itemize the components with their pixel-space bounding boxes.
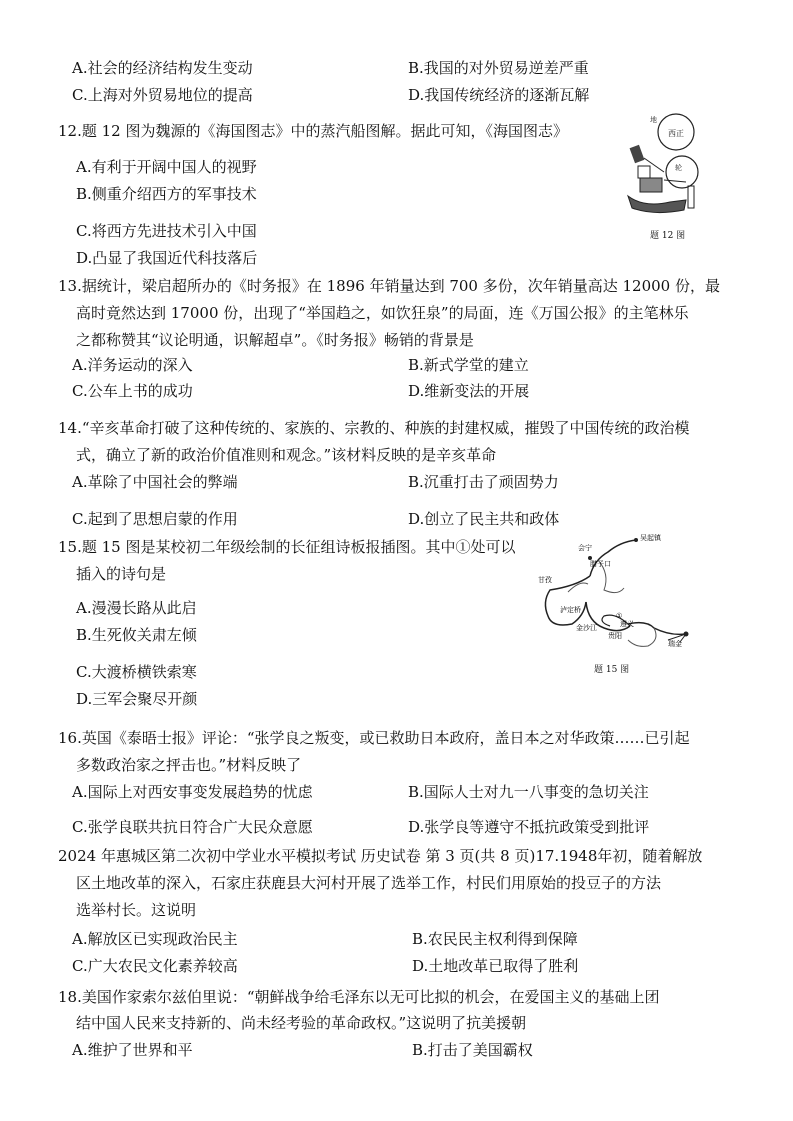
q14-stem-line2: 式，确立了新的政治价值准则和观念。”该材料反映的是辛亥革命 <box>76 446 497 464</box>
q15-stem-line2: 插入的诗句是 <box>76 565 167 583</box>
q17-option-d: D.土地改革已取得了胜利 <box>412 957 579 975</box>
map-label-ludingqiao: 泸定桥 <box>560 606 581 614</box>
map-label-lazikou: 腊子口 <box>590 560 611 568</box>
q13-option-c: C.公车上书的成功 <box>72 382 193 400</box>
q17-option-a: A.解放区已实现政治民主 <box>72 930 238 948</box>
fig12-label-west: 西正 <box>668 129 684 138</box>
map-label-zunyi: 遵义 <box>620 620 634 628</box>
q17-option-b: B.农民民主权利得到保障 <box>412 930 578 948</box>
q11-option-b: B.我国的对外贸易逆差严重 <box>408 59 589 77</box>
q18-stem-line1: 18.美国作家索尔兹伯里说：“朝鲜战争给毛泽东以无可比拟的机会，在爱国主义的基础上团 <box>58 988 660 1006</box>
map-label-ruijin: 瑞金 <box>668 640 682 648</box>
long-march-map-figure <box>528 530 698 652</box>
q12-stem: 12.题 12 图为魏源的《海国图志》中的蒸汽船图解。据此可知，《海国图志》 <box>58 122 568 140</box>
q15-stem-line1: 15.题 15 图是某校初二年级绘制的长征组诗板报插图。其中①处可以 <box>58 538 516 556</box>
q12-option-c: C.将西方先进技术引入中国 <box>76 222 257 240</box>
q13-option-a: A.洋务运动的深入 <box>72 356 193 374</box>
fig12-label-ground: 地 <box>650 116 657 124</box>
q17-option-c: C.广大农民文化素养较高 <box>72 957 238 975</box>
q18-stem-line2: 结中国人民来支持新的、尚未经考验的革命政权。”这说明了抗美援朝 <box>76 1014 527 1032</box>
q12-option-d: D.凸显了我国近代科技落后 <box>76 249 258 267</box>
q18-option-a: A.维护了世界和平 <box>72 1041 193 1059</box>
map-label-wuqizhen: 吴起镇 <box>640 534 661 542</box>
q15-option-c: C.大渡桥横铁索寒 <box>76 663 197 681</box>
q14-option-c: C.起到了思想启蒙的作用 <box>72 510 238 528</box>
map-label-jinshajiang: 金沙江 <box>576 624 597 632</box>
fig12-caption: 题 12 图 <box>650 231 686 241</box>
map-label-guiyang: 贵阳 <box>608 632 622 640</box>
q13-stem-line3: 之都称赞其“议论明通，识解超卓”。《时务报》畅销的背景是 <box>76 331 474 349</box>
map-label-ganzi: 甘孜 <box>538 576 552 584</box>
q12-option-b: B.侧重介绍西方的军事技术 <box>76 185 257 203</box>
q12-option-a: A.有利于开阔中国人的视野 <box>76 158 257 176</box>
q14-option-d: D.创立了民主共和政体 <box>408 510 560 528</box>
q15-option-d: D.三军会聚尽开颜 <box>76 690 198 708</box>
q13-option-d: D.维新变法的开展 <box>408 382 530 400</box>
q13-stem-line2: 高时竟然达到 17000 份，出现了“举国趋之，如饮狂泉”的局面，连《万国公报》的主笔林乐 <box>76 304 689 322</box>
q17-stem-line1: 2024 年惠城区第二次初中学业水平模拟考试 历史试卷 第 3 页(共 8 页)17.1948年初，随着解放 <box>58 847 703 865</box>
q17-stem-line2: 区土地改革的深入，石家庄获鹿县大河村开展了选举工作，村民们用原始的投豆子的方法 <box>76 874 662 892</box>
steamship-diagram-figure <box>624 112 706 220</box>
q16-option-d: D.张学良等遵守不抵抗政策受到批评 <box>408 818 650 836</box>
q14-stem-line1: 14.“辛亥革命打破了这种传统的、家族的、宗教的、种族的封建权威，摧毁了中国传统的政治模 <box>58 419 690 437</box>
fig15-caption: 题 15 图 <box>594 665 630 675</box>
q16-option-c: C.张学良联共抗日符合广大民众意愿 <box>72 818 313 836</box>
q13-stem-line1: 13.据统计，梁启超所办的《时务报》在 1896 年销量达到 700 多份，次年销量高达 12000 份，最 <box>58 277 720 295</box>
q15-option-b: B.生死攸关肃左倾 <box>76 626 197 644</box>
q16-option-a: A.国际上对西安事变发展趋势的忧虑 <box>72 783 313 801</box>
q15-option-a: A.漫漫长路从此启 <box>76 599 197 617</box>
q13-option-b: B.新式学堂的建立 <box>408 356 529 374</box>
q17-stem-line3: 选举村长。这说明 <box>76 901 197 919</box>
q11-option-d: D.我国传统经济的逐渐瓦解 <box>408 86 590 104</box>
q11-option-c: C.上海对外贸易地位的提高 <box>72 86 253 104</box>
fig12-label-wheel: 轮 <box>675 164 682 172</box>
q11-option-a: A.社会的经济结构发生变动 <box>72 59 253 77</box>
q14-option-a: A.革除了中国社会的弊端 <box>72 473 238 491</box>
q14-option-b: B.沉重打击了顽固势力 <box>408 473 559 491</box>
q18-option-b: B.打击了美国霸权 <box>412 1041 533 1059</box>
q16-option-b: B.国际人士对九一八事变的急切关注 <box>408 783 649 801</box>
map-label-marker-1: ① <box>616 612 623 620</box>
q16-stem-line1: 16.英国《泰晤士报》评论：“张学良之叛变，或已救助日本政府，盖日本之对华政策……已引起 <box>58 729 690 747</box>
q16-stem-line2: 多数政治家之抨击也。”材料反映了 <box>76 756 302 774</box>
map-label-huining: 会宁 <box>578 544 592 552</box>
